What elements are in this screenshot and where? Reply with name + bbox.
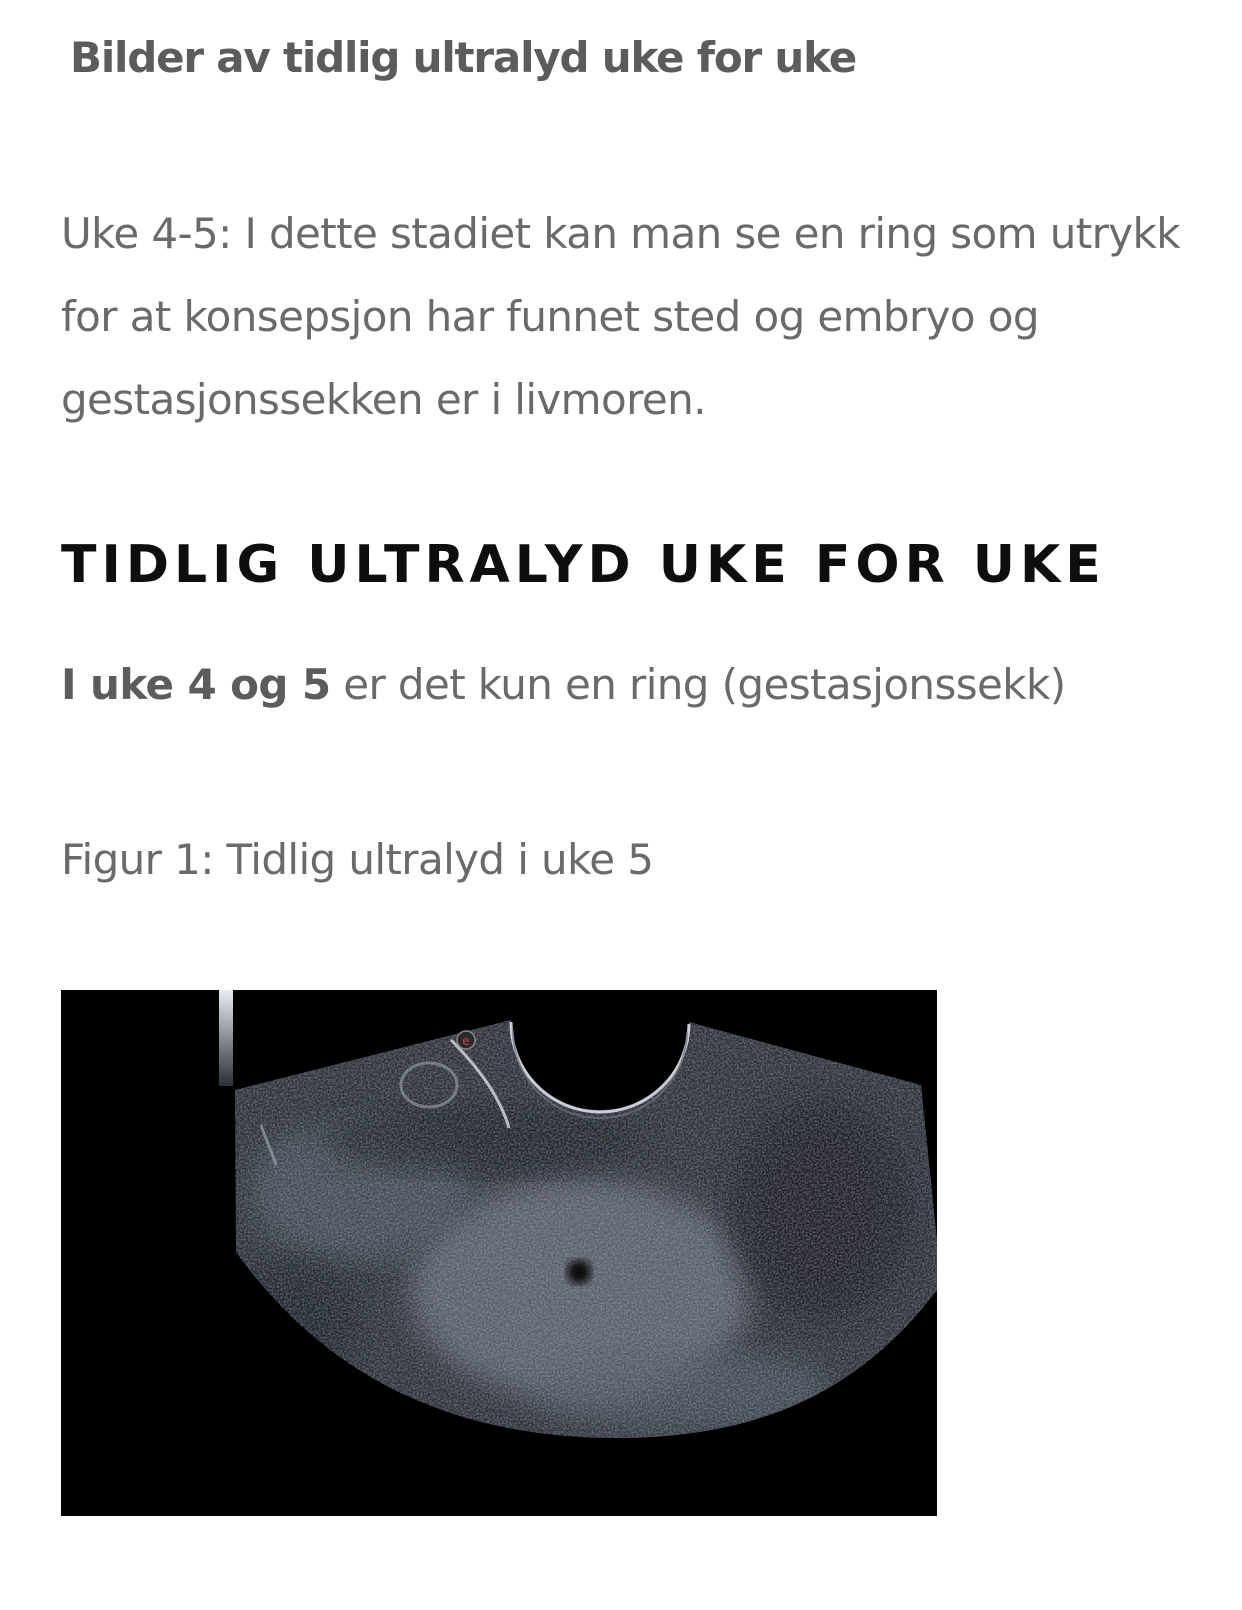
intro-paragraph: Uke 4-5: I dette stadiet kan man se en ring som utrykk for at konsepsjon har funnet sted og embryo og gestasjonssekken er i livmoren.: [61, 209, 1180, 424]
ultrasound-image: [61, 990, 937, 1516]
week-line: [61, 655, 1065, 715]
svg-text:e: e: [462, 1034, 470, 1048]
week-line-rest: er det kun en ring (gestasjonssekk): [330, 660, 1066, 709]
figure-caption: Figur 1: Tidlig ultralyd i uke 5: [61, 835, 654, 884]
week-line-bold: I uke 4 og 5: [61, 660, 331, 709]
article-subheading: Bilder av tidlig ultralyd uke for uke: [70, 33, 857, 82]
section-title: TIDLIG ULTRALYD UKE FOR UKE: [61, 535, 1106, 595]
